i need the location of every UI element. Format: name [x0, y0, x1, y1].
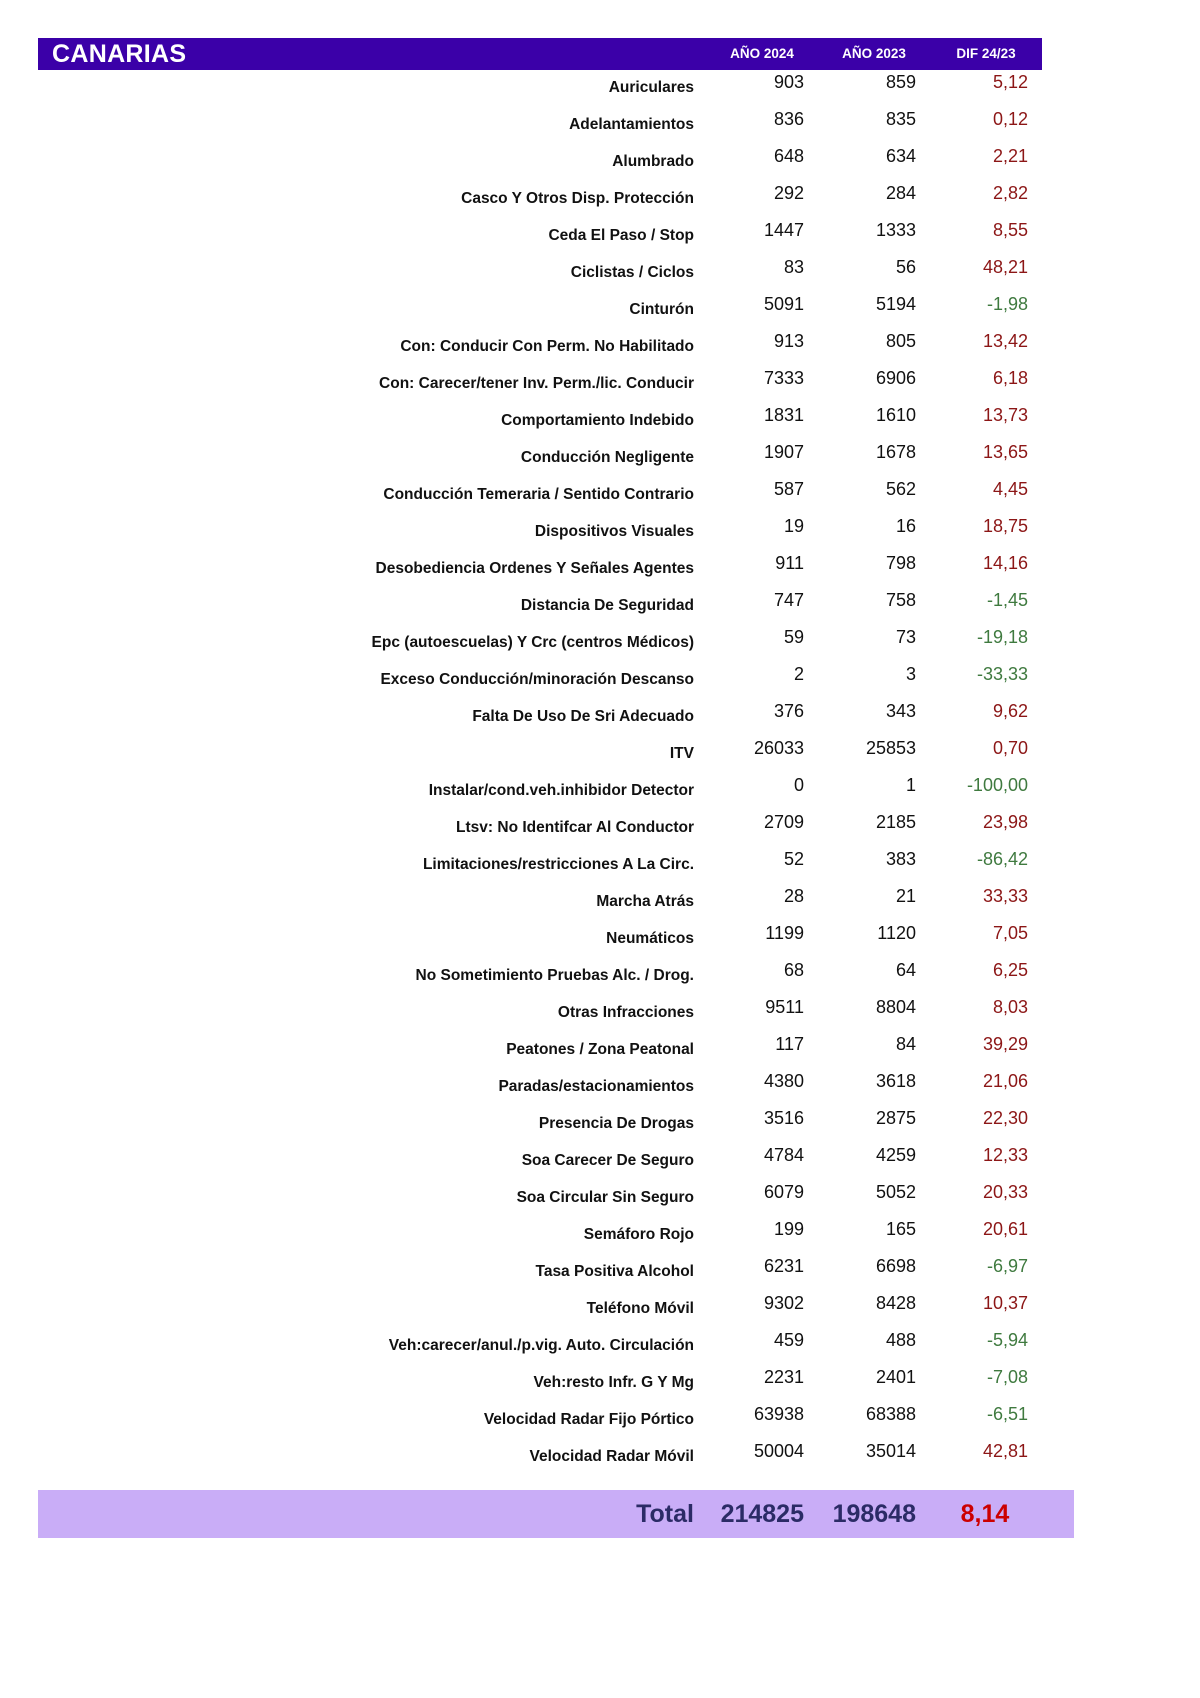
table-row	[38, 625, 1042, 662]
cell-ano-2023: 3618	[875, 1071, 916, 1092]
cell-ano-2024: 26033	[753, 738, 804, 759]
cell-ano-2024: 459	[773, 1330, 804, 1351]
row-label: Desobediencia Órdenes Y Señales Agentes	[375, 561, 694, 578]
cell-ano-2024: 6231	[763, 1256, 804, 1277]
cell-ano-2024: 911	[775, 553, 804, 574]
cell-dif: 22,30	[982, 1108, 1028, 1129]
cell-dif: -1,45	[986, 590, 1028, 611]
table-row	[38, 958, 1042, 995]
cell-ano-2024: 836	[773, 109, 804, 130]
table-row	[38, 292, 1042, 329]
cell-dif: 10,37	[982, 1293, 1028, 1314]
row-label: Ltsv: No Identifcar Al Conductor	[456, 820, 694, 837]
cell-ano-2024: 9302	[763, 1293, 804, 1314]
table-row	[38, 1365, 1042, 1402]
cell-ano-2023: 1	[905, 775, 916, 796]
table-row	[38, 1217, 1042, 1254]
cell-ano-2023: 798	[885, 553, 916, 574]
cell-ano-2023: 21	[895, 886, 916, 907]
row-label: Conducción Negligente	[520, 450, 694, 467]
cell-dif: -86,42	[976, 849, 1028, 870]
row-label: Semáforo Rojo	[583, 1227, 694, 1244]
row-label: Con: Conducir Con Perm. No Habilitado	[400, 339, 694, 356]
row-label: Peatones / Zona Peatonal	[506, 1042, 694, 1059]
table-row	[38, 1143, 1042, 1180]
cell-ano-2023: 64	[895, 960, 916, 981]
cell-dif: 14,16	[982, 553, 1028, 574]
table-row	[38, 773, 1042, 810]
cell-ano-2023: 8428	[875, 1293, 916, 1314]
cell-dif: -100,00	[966, 775, 1028, 796]
cell-ano-2024: 7333	[763, 368, 804, 389]
row-label: No Sometimiento Pruebas Alc. / Drog.	[415, 968, 694, 985]
cell-dif: -19,18	[976, 627, 1028, 648]
cell-dif: -6,97	[986, 1256, 1028, 1277]
row-label: Conducción Temeraria / Sentido Contrario	[383, 487, 694, 504]
cell-dif: 6,25	[992, 960, 1028, 981]
row-label: Instalar/cond.veh.inhibidor Detector	[428, 783, 694, 800]
cell-ano-2024: 2231	[763, 1367, 804, 1388]
cell-dif: 39,29	[982, 1034, 1028, 1055]
table-row	[38, 440, 1042, 477]
row-label: Marcha Atrás	[596, 894, 694, 911]
row-label: Con: Carecer/tener Inv. Perm./lic. Conducir	[379, 376, 694, 393]
cell-ano-2023: 383	[885, 849, 916, 870]
column-header-ano-2024: AÑO 2024	[730, 46, 794, 62]
cell-ano-2023: 35014	[865, 1441, 916, 1462]
cell-ano-2023: 634	[885, 146, 916, 167]
row-label: Presencia De Drogas	[538, 1116, 694, 1133]
table-row	[38, 1032, 1042, 1069]
cell-dif: 42,81	[982, 1441, 1028, 1462]
table-row	[38, 921, 1042, 958]
cell-ano-2024: 5091	[763, 294, 804, 315]
cell-ano-2023: 68388	[865, 1404, 916, 1425]
row-label: Veh:carecer/anul./p.vig. Auto. Circulación	[388, 1338, 694, 1355]
cell-ano-2023: 6906	[875, 368, 916, 389]
cell-ano-2024: 1831	[763, 405, 804, 426]
cell-ano-2023: 25853	[865, 738, 916, 759]
cell-dif: 13,65	[982, 442, 1028, 463]
total-dif: 8,14	[960, 1499, 1010, 1528]
table-row	[38, 1069, 1042, 1106]
cell-ano-2024: 903	[773, 72, 804, 93]
table-row	[38, 329, 1042, 366]
cell-ano-2024: 1907	[763, 442, 804, 463]
row-label: Auriculares	[608, 80, 694, 97]
table-row	[38, 218, 1042, 255]
cell-ano-2023: 8804	[875, 997, 916, 1018]
cell-dif: 5,12	[992, 72, 1028, 93]
cell-ano-2023: 835	[885, 109, 916, 130]
cell-ano-2024: 9511	[765, 997, 804, 1018]
row-label: Epc (autoescuelas) Y Crc (centros Médicos)	[371, 635, 694, 652]
table-row	[38, 1328, 1042, 1365]
cell-ano-2023: 2185	[875, 812, 916, 833]
table-row	[38, 366, 1042, 403]
column-header-ano-2023: AÑO 2023	[842, 46, 906, 62]
cell-ano-2024: 0	[793, 775, 804, 796]
cell-ano-2024: 1447	[763, 220, 804, 241]
cell-dif: 12,33	[982, 1145, 1028, 1166]
table-row	[38, 551, 1042, 588]
row-label: Soa Carecer De Seguro	[521, 1153, 694, 1170]
table-row	[38, 736, 1042, 773]
cell-ano-2023: 2401	[875, 1367, 916, 1388]
cell-dif: 21,06	[982, 1071, 1028, 1092]
cell-ano-2023: 4259	[875, 1145, 916, 1166]
table-row	[38, 181, 1042, 218]
cell-dif: 23,98	[982, 812, 1028, 833]
cell-ano-2023: 165	[885, 1219, 916, 1240]
row-label: Falta De Uso De Sri Adecuado	[472, 709, 694, 726]
row-label: ITV	[669, 746, 694, 763]
row-label: Ciclistas / Ciclos	[570, 265, 694, 282]
cell-ano-2024: 648	[773, 146, 804, 167]
table-row	[38, 403, 1042, 440]
total-ano-2024: 214825	[720, 1499, 804, 1528]
cell-dif: 7,05	[992, 923, 1028, 944]
cell-ano-2023: 758	[885, 590, 916, 611]
cell-ano-2023: 5052	[875, 1182, 916, 1203]
table-row	[38, 662, 1042, 699]
cell-ano-2024: 199	[773, 1219, 804, 1240]
cell-ano-2023: 56	[895, 257, 916, 278]
cell-dif: 13,73	[982, 405, 1028, 426]
row-label: Ceda El Paso / Stop	[548, 228, 694, 245]
table-row	[38, 699, 1042, 736]
cell-dif: 8,55	[992, 220, 1028, 241]
row-label: Alumbrado	[612, 154, 694, 171]
row-label: Tasa Positiva Alcohol	[535, 1264, 694, 1281]
cell-ano-2023: 1678	[875, 442, 916, 463]
row-label: Velocidad Radar Móvil	[529, 1449, 694, 1466]
cell-dif: -6,51	[986, 1404, 1028, 1425]
cell-dif: 48,21	[982, 257, 1028, 278]
cell-ano-2023: 343	[885, 701, 916, 722]
cell-ano-2023: 805	[885, 331, 916, 352]
row-label: Otras Infracciones	[557, 1005, 694, 1022]
column-header-dif: DIF 24/23	[956, 46, 1016, 62]
cell-ano-2023: 859	[885, 72, 916, 93]
cell-dif: 0,70	[992, 738, 1028, 759]
cell-dif: -7,08	[986, 1367, 1028, 1388]
cell-ano-2023: 284	[885, 183, 916, 204]
row-label: Velocidad Radar Fijo Pórtico	[483, 1412, 694, 1429]
row-label: Cinturón	[629, 302, 694, 319]
table-row	[38, 1106, 1042, 1143]
cell-dif: 4,45	[992, 479, 1028, 500]
total-row	[38, 1490, 1074, 1538]
cell-ano-2024: 28	[783, 886, 804, 907]
row-label: Paradas/estacionamientos	[498, 1079, 694, 1096]
cell-dif: 18,75	[982, 516, 1028, 537]
cell-dif: 20,61	[982, 1219, 1028, 1240]
cell-dif: -5,94	[986, 1330, 1028, 1351]
cell-ano-2024: 83	[783, 257, 804, 278]
table-header-bar	[38, 38, 1042, 70]
cell-dif: 33,33	[982, 886, 1028, 907]
cell-dif: 8,03	[992, 997, 1028, 1018]
row-label: Teléfono Móvil	[586, 1301, 694, 1318]
table-row	[38, 1291, 1042, 1328]
row-label: Comportamiento Indebido	[501, 413, 694, 430]
cell-ano-2023: 1610	[875, 405, 916, 426]
cell-ano-2024: 376	[773, 701, 804, 722]
row-label: Distancia De Seguridad	[520, 598, 694, 615]
row-label: Limitaciones/restricciones A La Circ.	[422, 857, 694, 874]
table-body	[38, 70, 1042, 1476]
cell-ano-2024: 2	[793, 664, 804, 685]
cell-ano-2024: 68	[783, 960, 804, 981]
row-label: Dispositivos Visuales	[534, 524, 694, 541]
table-row	[38, 107, 1042, 144]
cell-ano-2023: 84	[895, 1034, 916, 1055]
table-row	[38, 1402, 1042, 1439]
cell-ano-2024: 3516	[763, 1108, 804, 1129]
cell-dif: 6,18	[992, 368, 1028, 389]
table-row	[38, 255, 1042, 292]
cell-ano-2024: 4380	[763, 1071, 804, 1092]
cell-dif: 0,12	[992, 109, 1028, 130]
cell-ano-2023: 1333	[875, 220, 916, 241]
cell-ano-2024: 50004	[753, 1441, 804, 1462]
table-row	[38, 810, 1042, 847]
table-row	[38, 1439, 1042, 1476]
cell-ano-2024: 292	[773, 183, 804, 204]
cell-dif: -33,33	[976, 664, 1028, 685]
cell-ano-2024: 1199	[765, 923, 804, 944]
cell-dif: 20,33	[982, 1182, 1028, 1203]
table-row	[38, 884, 1042, 921]
cell-ano-2023: 1120	[877, 923, 916, 944]
cell-ano-2023: 488	[885, 1330, 916, 1351]
table-row	[38, 995, 1042, 1032]
cell-ano-2024: 587	[773, 479, 804, 500]
cell-ano-2024: 4784	[763, 1145, 804, 1166]
total-label: Total	[636, 1499, 694, 1528]
cell-ano-2023: 6698	[875, 1256, 916, 1277]
cell-dif: 13,42	[982, 331, 1028, 352]
cell-ano-2024: 59	[783, 627, 804, 648]
cell-ano-2024: 747	[773, 590, 804, 611]
row-label: Adelantamientos	[569, 117, 694, 134]
cell-ano-2024: 117	[775, 1034, 804, 1055]
cell-ano-2023: 73	[895, 627, 916, 648]
cell-ano-2023: 16	[895, 516, 916, 537]
cell-dif: -1,98	[986, 294, 1028, 315]
row-label: Exceso Conducción/minoración Descanso	[380, 672, 694, 689]
table-row	[38, 588, 1042, 625]
cell-ano-2023: 5194	[875, 294, 916, 315]
cell-ano-2024: 2709	[763, 812, 804, 833]
cell-ano-2024: 63938	[753, 1404, 804, 1425]
cell-ano-2023: 562	[885, 479, 916, 500]
cell-ano-2023: 3	[905, 664, 916, 685]
cell-ano-2024: 19	[783, 516, 804, 537]
table-row	[38, 514, 1042, 551]
cell-dif: 9,62	[992, 701, 1028, 722]
cell-ano-2023: 2875	[875, 1108, 916, 1129]
cell-dif: 2,82	[992, 183, 1028, 204]
table-row	[38, 1254, 1042, 1291]
cell-dif: 2,21	[992, 146, 1028, 167]
table-row	[38, 70, 1042, 107]
table-row	[38, 144, 1042, 181]
total-ano-2023: 198648	[832, 1499, 916, 1528]
table-row	[38, 477, 1042, 514]
row-label: Soa Circular Sin Seguro	[516, 1190, 694, 1207]
cell-ano-2024: 6079	[763, 1182, 804, 1203]
row-label: Veh:resto Infr. G Y Mg	[533, 1375, 694, 1392]
row-label: Casco Y Otros Disp. Protección	[461, 191, 694, 208]
row-label: Neumáticos	[606, 931, 694, 948]
cell-ano-2024: 913	[773, 331, 804, 352]
cell-ano-2024: 52	[783, 849, 804, 870]
page-title: CANARIAS	[52, 39, 187, 68]
total-row-wrapper	[38, 1490, 1074, 1538]
table-row	[38, 1180, 1042, 1217]
table-row	[38, 847, 1042, 884]
